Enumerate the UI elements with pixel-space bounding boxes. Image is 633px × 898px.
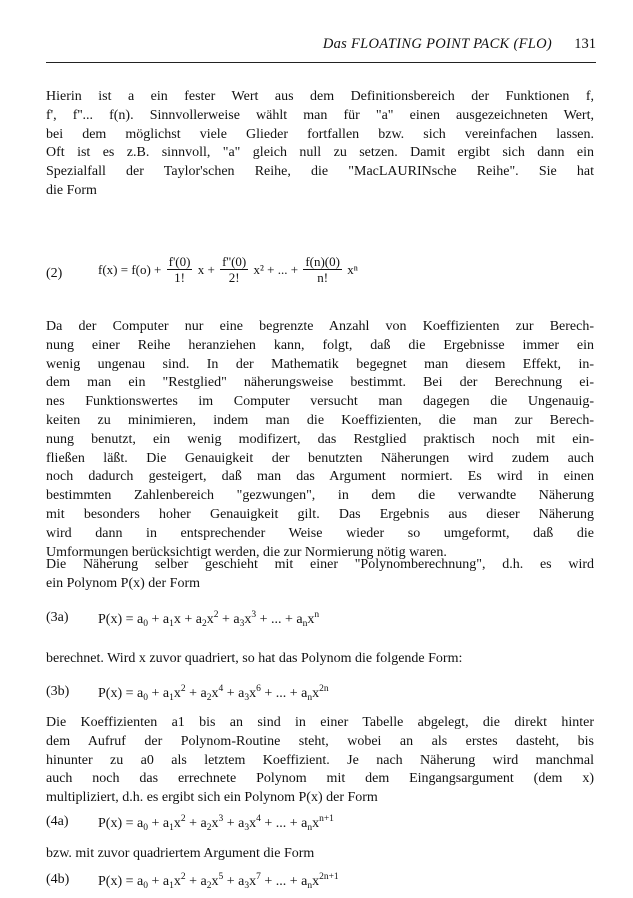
text-line: wenig ungenau sind. In der Mathematik begegnet man diesem Effekt, in- [46, 356, 594, 372]
fraction [167, 254, 193, 285]
equation-term: x² + ... + [253, 261, 299, 277]
equation-body: $P(x) = a_0 + a_1x^2 + a_2x^3 + a_3x^4$ + ... + $a_nx^{n+1}$ [98, 814, 334, 833]
equation-term: xⁿ [347, 261, 358, 277]
paragraph-2 [46, 318, 594, 562]
text-line: Oft ist es z.B. sinnvoll, "a" gleich null zu setzen. Damit ergibt sich dann ein [46, 145, 594, 161]
fraction-denominator: 2! [228, 270, 240, 285]
equation-number: (4a) [46, 814, 69, 829]
text-line: wird dann in entsprechender Weise wieder so umgeformt, daß die [46, 525, 594, 541]
text-line: nung benutzt, ein wenig modifizert, das Restglied praktisch noch mit ein- [46, 431, 594, 447]
fraction [303, 254, 342, 285]
equation-lhs: P(x) = a [98, 874, 144, 889]
text-line: f', f''... f(n). Sinnvollerweise wählt man für "a" einen ausgezeichneten Wert, [46, 107, 594, 123]
equation-2 [46, 254, 596, 294]
paragraph-3 [46, 556, 594, 594]
text-line: die Form [46, 182, 97, 198]
equation-number: (2) [46, 266, 63, 281]
equation-number: (3a) [46, 610, 69, 625]
text-line: auch noch das errechnete Polynom mit dem Eingangsargument (dem x) [46, 771, 594, 787]
paragraph-5 [46, 714, 594, 808]
text-line: mit besonders hoher Genauigkeit gilt. Das Ergebnis aus dieser Näherung [46, 506, 594, 522]
text-line: dem man ein "Restglied" näherungsweise bestimmt. Bei der Berechnung ei- [46, 375, 594, 391]
text-line: noch dadurch gesteigert, daß man das Argument normiert. Es wird in einen [46, 469, 594, 485]
header-rule [46, 62, 596, 63]
equation-body: $P(x) = a_0 + a_1x + a_2x^2 + a_3x^3$ + ... + $a_nx^n$ [98, 610, 320, 629]
text-line: keiten zu minimieren, indem man die Koeffizienten, die man zur Berech- [46, 412, 594, 428]
fraction-denominator: n! [317, 270, 329, 285]
paragraph-1 [46, 88, 594, 201]
text-line: Da der Computer nur eine begrenzte Anzahl von Koeffizienten zur Berech- [46, 319, 594, 334]
fraction-numerator: f(n)(0) [305, 254, 340, 269]
text-line: hinunter zu a0 als letztem Koeffizient. Je nach Näherung wird manchmal [46, 752, 594, 768]
text-line: berechnet. Wird x zuvor quadriert, so hat das Polynom die folgende Form: [46, 651, 463, 666]
equation-body [98, 254, 358, 285]
running-title: Das FLOATING POINT PACK (FLO) [322, 36, 552, 52]
text-line: Die Näherung selber geschieht mit einer "Polynomberechnung", d.h. es wird [46, 557, 594, 572]
equation-3a [46, 610, 596, 630]
fraction-numerator: f''(0) [222, 254, 247, 269]
equation-lhs: P(x) = a [98, 686, 144, 701]
equation-3b [46, 684, 596, 704]
equation-number: (3b) [46, 684, 70, 699]
equation-lhs: P(x) = a [98, 816, 144, 831]
fraction-numerator: f'(0) [168, 254, 191, 269]
text-line: Spezialfall der Taylor'schen Reihe, die "MacLAURINsche Reihe". Sie hat [46, 164, 594, 180]
equation-lhs: f(x) = f(o) + [98, 261, 162, 277]
text-line: nes Funktionswertes im Computer versucht man dagegen die Ungenauig- [46, 394, 594, 410]
fraction-denominator: 1! [174, 270, 185, 285]
fraction [220, 254, 248, 285]
text-line: multipliziert, d.h. es ergibt sich ein Polynom P(x) der Form [46, 790, 378, 806]
text-line: Die Koeffizienten a1 bis an sind in einer Tabelle abgelegt, die direkt hinter [46, 715, 594, 730]
text-line: ein Polynom P(x) der Form [46, 575, 200, 591]
text-line: Hierin ist a ein fester Wert aus dem Definitionsbereich der Funktionen f, [46, 89, 594, 104]
equation-body: $P(x) = a_0 + a_1x^2 + a_2x^5 + a_3x^7$ + ... + $a_nx^{2n+1}$ [98, 872, 339, 891]
page-number: 131 [574, 36, 596, 52]
text-line: nung einer Reihe heranziehen kann, folgt, daß die Ergebnisse immer ein [46, 337, 594, 353]
equation-4a [46, 814, 596, 834]
text-line: bestimmten Zahlenbereich "gezwungen", in dem die verwandte Näherung [46, 488, 594, 504]
equation-term: x + [197, 261, 215, 277]
paragraph-6 [46, 845, 594, 864]
text-line: bzw. mit zuvor quadriertem Argument die Form [46, 846, 315, 861]
paragraph-4 [46, 650, 594, 669]
equation-lhs: P(x) = a [98, 612, 144, 627]
text-line: Umformungen berücksichtigt werden, die zur Normierung nötig waren. [46, 544, 447, 560]
page-header [46, 36, 596, 58]
text-line: fließen läßt. Die Genauigkeit der benutzten Näherungen wird zudem auch [46, 450, 594, 466]
equation-body: $P(x) = a_0 + a_1x^2 + a_2x^4 + a_3x^6$ + ... + $a_nx^{2n}$ [98, 684, 329, 703]
text-line: bei dem möglichst viele Glieder fortfallen bzw. sich vereinfachen lassen. [46, 126, 594, 142]
equation-4b [46, 872, 596, 892]
text-line: dem Aufruf der Polynom-Routine steht, wobei an als erstes dasteht, bis [46, 733, 594, 749]
equation-number: (4b) [46, 872, 70, 887]
